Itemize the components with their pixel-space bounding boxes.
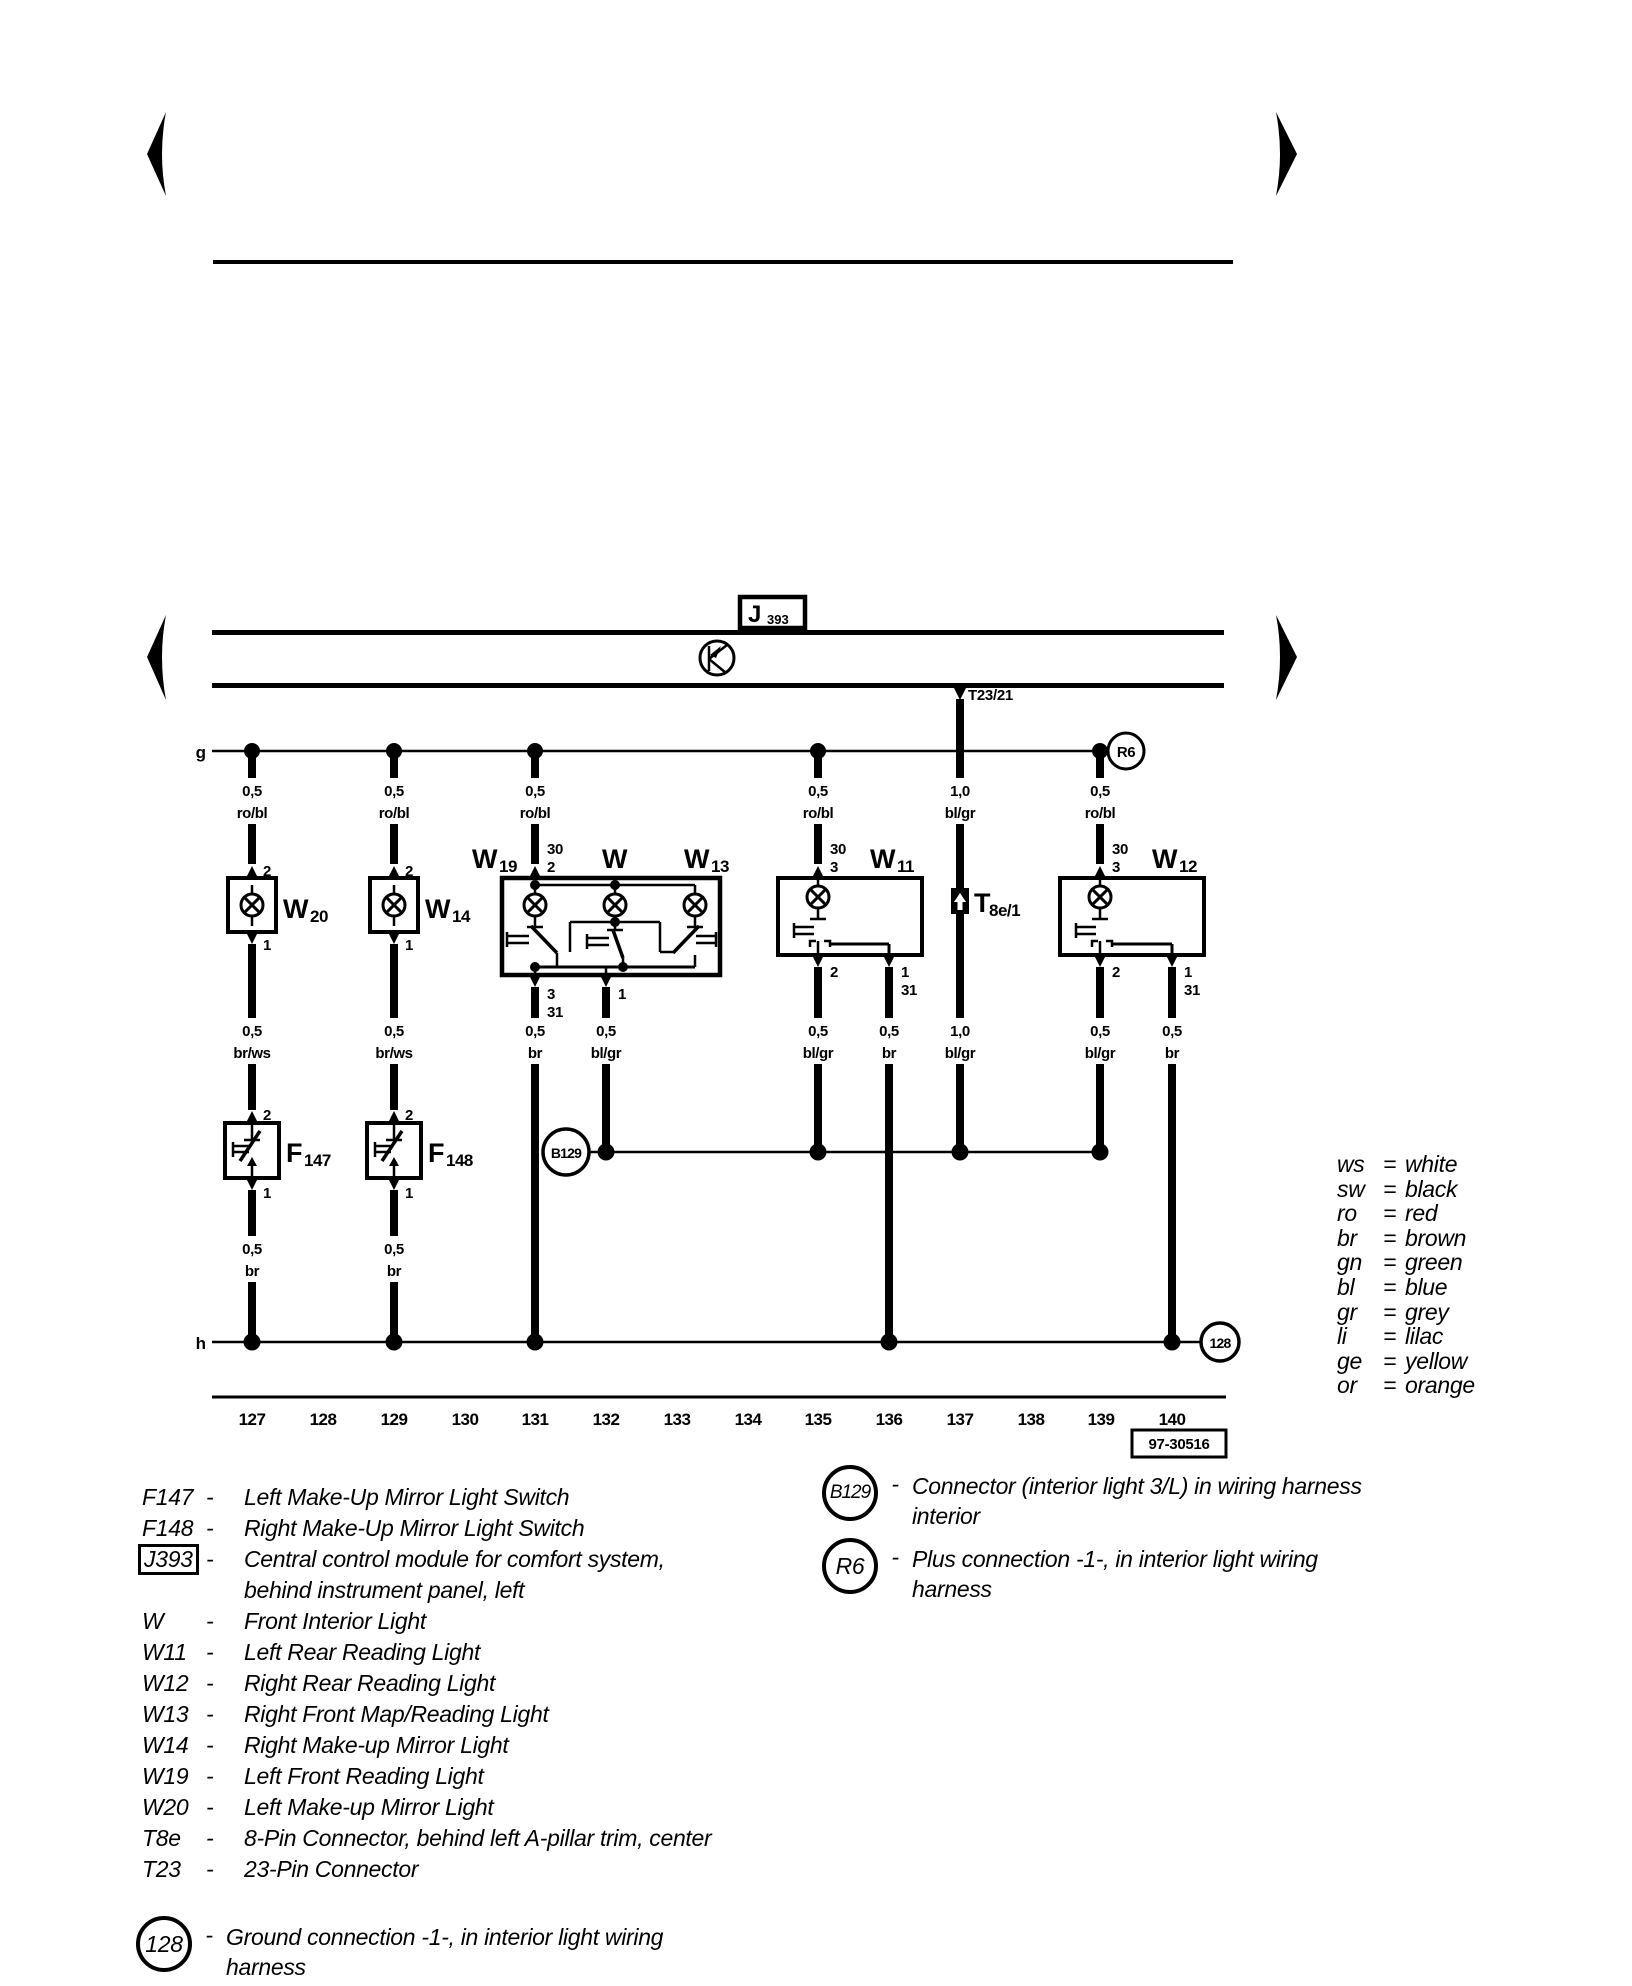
legend-dash: - — [206, 1515, 214, 1541]
wire-color: bl/gr — [944, 1045, 976, 1062]
arrow-down-icon — [246, 932, 258, 944]
r6-circle: R6 — [822, 1538, 878, 1594]
wire-size: 0,5 — [525, 1023, 545, 1040]
equals-sign: = — [1383, 1323, 1397, 1350]
wire-color: bl/gr — [802, 1045, 834, 1062]
color-name: black — [1405, 1175, 1458, 1202]
wire-color: ro/bl — [1084, 805, 1116, 822]
t23-pin-label: T23/21 — [968, 687, 1013, 704]
legend-desc: Right Make-up Mirror Light — [244, 1732, 509, 1758]
color-name: green — [1405, 1249, 1463, 1276]
arrow-down-icon — [1094, 955, 1106, 967]
component-label: W — [1152, 844, 1177, 874]
legend-row-j393 — [142, 1544, 802, 1606]
equals-sign: = — [1383, 1224, 1397, 1251]
track-number: 135 — [804, 1410, 832, 1429]
pin-label: 2 — [547, 859, 555, 876]
column-131-front-light-unit — [472, 751, 729, 1342]
equals-sign: = — [1383, 1372, 1397, 1399]
component-label: W — [472, 844, 497, 874]
legend-row-ground-128 — [142, 1916, 802, 1982]
component-label: W — [283, 894, 308, 924]
wire-size: 0,5 — [525, 783, 545, 800]
color-code-row — [1337, 1300, 1475, 1325]
connector-t8e-label-sub: 8e/1 — [989, 901, 1021, 920]
component-label-sub: 12 — [1179, 857, 1197, 876]
color-code-row — [1337, 1152, 1475, 1177]
wire-size: 0,5 — [1090, 783, 1110, 800]
legend-desc — [912, 1465, 1502, 1531]
pin-label: 2 — [263, 863, 271, 880]
arrow-down-icon — [1166, 955, 1178, 967]
legend-desc — [226, 1916, 802, 1982]
arrow-down-icon — [529, 975, 541, 987]
color-code-row — [1337, 1177, 1475, 1202]
equals-sign: = — [1383, 1273, 1397, 1300]
legend-row-r6 — [822, 1538, 1502, 1604]
legend-desc: Left Rear Reading Light — [244, 1639, 481, 1665]
color-name: brown — [1405, 1224, 1467, 1251]
track-number: 132 — [592, 1410, 620, 1429]
wire-color: ro/bl — [519, 805, 551, 822]
track-number: 129 — [380, 1410, 408, 1429]
legend-desc-line: behind instrument panel, left — [244, 1577, 525, 1603]
color-name: white — [1405, 1151, 1458, 1177]
wire-size: 0,5 — [242, 783, 262, 800]
track-number: 138 — [1017, 1410, 1045, 1429]
equals-sign: = — [1383, 1175, 1397, 1202]
rail-g-label: g — [195, 743, 206, 762]
page-arrow-right-icon — [1276, 615, 1297, 700]
connector-t8e-label: T — [974, 888, 990, 918]
pin-label: 2 — [263, 1107, 271, 1124]
component-label: W — [870, 844, 895, 874]
wire-color: br — [386, 1263, 402, 1280]
track-number: 137 — [946, 1410, 974, 1429]
interior-light-symbol-icon — [700, 641, 734, 675]
wire-size: 0,5 — [384, 783, 404, 800]
pin-label: 31 — [1184, 982, 1200, 999]
color-name: grey — [1405, 1298, 1449, 1325]
legend-desc: Left Make-up Mirror Light — [244, 1794, 494, 1820]
legend-desc-line: Central control module for comfort system, — [244, 1546, 665, 1572]
legend-key: W20 — [142, 1794, 189, 1820]
track-number: 131 — [521, 1410, 549, 1429]
track-number: 139 — [1087, 1410, 1115, 1429]
reading-light-w12-box — [1060, 878, 1204, 955]
legend-dash: - — [891, 1544, 899, 1570]
legend-desc: Front Interior Light — [244, 1608, 426, 1634]
legend-dash: - — [206, 1639, 214, 1665]
legend-key: W11 — [142, 1639, 187, 1665]
legend-key: W12 — [142, 1670, 189, 1696]
legend-left-column — [142, 1482, 802, 1982]
component-label: F — [286, 1138, 302, 1168]
component-label-sub: 148 — [446, 1151, 473, 1170]
arrow-down-icon — [388, 1178, 400, 1190]
reading-light-w11-box — [778, 878, 922, 955]
pin-label: 1 — [618, 986, 626, 1003]
rail-g — [196, 733, 1144, 769]
track-number: 128 — [309, 1410, 337, 1429]
b129-label: B129 — [550, 1145, 582, 1161]
legend-key: W19 — [142, 1763, 189, 1789]
connector-t8e-icon — [951, 888, 969, 914]
pin-label: 2 — [1112, 964, 1120, 981]
legend-key — [142, 1544, 206, 1575]
legend-row-w12 — [142, 1668, 802, 1699]
legend-row-t23 — [142, 1854, 802, 1885]
legend-row-f147 — [142, 1482, 802, 1513]
legend-desc — [912, 1538, 1502, 1604]
legend-key: W13 — [142, 1701, 189, 1727]
equals-sign: = — [1383, 1151, 1397, 1177]
color-code-row — [1337, 1226, 1475, 1251]
arrow-down-icon — [812, 955, 824, 967]
module-band-j393 — [147, 597, 1297, 700]
component-label: W — [425, 894, 450, 924]
component-label-sub: 13 — [711, 857, 729, 876]
legend-dash: - — [206, 1825, 214, 1851]
wire-color: br — [244, 1263, 260, 1280]
legend-row-f148 — [142, 1513, 802, 1544]
ground-128-label: 128 — [1209, 1335, 1231, 1351]
track-number: 127 — [238, 1410, 266, 1429]
top-rule — [213, 260, 1233, 264]
legend-row-t8e — [142, 1823, 802, 1854]
b129-connector-line — [543, 1129, 1109, 1175]
pin-label: 30 — [830, 841, 846, 858]
arrow-down-icon — [600, 975, 612, 987]
pin-label: 1 — [901, 964, 909, 981]
legend-desc: Right Rear Reading Light — [244, 1670, 496, 1696]
legend-row-w13 — [142, 1699, 802, 1730]
current-track-row — [212, 1397, 1226, 1457]
wire-size: 0,5 — [879, 1023, 899, 1040]
pin-label: 1 — [263, 937, 271, 954]
component-label-sub: 19 — [499, 857, 517, 876]
color-abbr: gn — [1337, 1249, 1362, 1276]
legend-dash: - — [206, 1608, 214, 1634]
legend-desc-line: harness — [912, 1576, 992, 1602]
wire-size: 0,5 — [808, 783, 828, 800]
legend-key: W — [142, 1608, 164, 1634]
color-abbr: bl — [1337, 1273, 1355, 1300]
column-129 — [367, 751, 473, 1342]
rail-h-label: h — [195, 1334, 206, 1353]
pin-label: 3 — [830, 859, 838, 876]
legend-desc: Left Front Reading Light — [244, 1763, 484, 1789]
legend-dash: - — [206, 1732, 214, 1758]
color-abbr: ro — [1337, 1200, 1357, 1227]
legend-row-b129 — [822, 1465, 1502, 1531]
b129-circle: B129 — [822, 1465, 878, 1521]
wire-color: br/ws — [375, 1045, 413, 1062]
legend-key: T23 — [142, 1856, 181, 1882]
component-label: W — [684, 844, 709, 874]
wire-color: ro/bl — [802, 805, 834, 822]
column-139-w12 — [1060, 751, 1204, 1342]
legend-row-w — [142, 1606, 802, 1637]
wire-color: br — [1164, 1045, 1180, 1062]
wire-color: br — [527, 1045, 543, 1062]
lamp-w14 — [370, 878, 418, 932]
column-135-w11 — [778, 751, 922, 1342]
pin-label: 2 — [830, 964, 838, 981]
legend-dash: - — [206, 1794, 214, 1820]
color-name: blue — [1405, 1273, 1448, 1300]
component-label-sub: 14 — [452, 907, 470, 926]
band-line-top — [212, 630, 1224, 635]
legend-desc: Right Make-Up Mirror Light Switch — [244, 1515, 585, 1541]
legend-dash: - — [206, 1763, 214, 1789]
legend-desc: Right Front Map/Reading Light — [244, 1701, 549, 1727]
legend-dash: - — [206, 1701, 214, 1727]
legend-key: F148 — [142, 1515, 194, 1541]
pin-label: 1 — [1184, 964, 1192, 981]
page-arrow-left-icon — [147, 615, 166, 700]
component-label-sub: 147 — [304, 1151, 331, 1170]
track-number: 130 — [451, 1410, 479, 1429]
wire-size: 0,5 — [384, 1023, 404, 1040]
wire-color: ro/bl — [378, 805, 410, 822]
color-code-row — [1337, 1275, 1475, 1300]
arrow-down-icon — [246, 1178, 258, 1190]
equals-sign: = — [1383, 1298, 1397, 1325]
legend-dash: - — [206, 1546, 214, 1572]
wire-color: bl/gr — [944, 805, 976, 822]
color-code-row — [1337, 1349, 1475, 1374]
component-label: F — [428, 1138, 444, 1168]
color-name: orange — [1405, 1372, 1475, 1399]
legend-right-column — [822, 1465, 1502, 1604]
ground-128-circle: 128 — [136, 1916, 192, 1972]
pin-label: 3 — [547, 986, 555, 1003]
wire-color: ro/bl — [236, 805, 268, 822]
wire-size: 0,5 — [596, 1023, 616, 1040]
pin-label: 1 — [263, 1185, 271, 1202]
pin-label: 31 — [901, 982, 917, 999]
component-label-sub: 20 — [310, 907, 328, 926]
page-arrow-left-icon — [147, 112, 166, 196]
wire-size: 0,5 — [808, 1023, 828, 1040]
column-137-feed — [945, 687, 1020, 1152]
top-markers — [147, 112, 1297, 264]
switch-f148 — [367, 1123, 421, 1178]
color-code-row — [1337, 1250, 1475, 1275]
r6-label: R6 — [1116, 744, 1136, 761]
wire-size: 0,5 — [1090, 1023, 1110, 1040]
wire-color-code — [1337, 1152, 1475, 1398]
pin-label: 3 — [1112, 859, 1120, 876]
pin-label: 30 — [1112, 841, 1128, 858]
legend-row-w19 — [142, 1761, 802, 1792]
pin-label: 1 — [405, 1185, 413, 1202]
module-label-sub: 393 — [767, 612, 789, 627]
pin-label: 2 — [405, 863, 413, 880]
column-127 — [225, 751, 331, 1342]
color-name: yellow — [1405, 1347, 1468, 1374]
rail-h — [196, 1323, 1239, 1361]
color-name: red — [1405, 1200, 1438, 1227]
legend-dash: - — [206, 1856, 214, 1882]
legend-desc: 23-Pin Connector — [244, 1856, 419, 1882]
pin-label: 30 — [547, 841, 563, 858]
legend-key: F147 — [142, 1484, 194, 1510]
wire-size: 0,5 — [242, 1023, 262, 1040]
wire-color: bl/gr — [590, 1045, 622, 1062]
wire-size: 0,5 — [384, 1241, 404, 1258]
lamp-w20 — [228, 878, 276, 932]
wire-size: 0,5 — [1162, 1023, 1182, 1040]
component-label-sub: 11 — [897, 857, 914, 876]
component-label: W — [602, 844, 627, 874]
pin-label: 2 — [405, 1107, 413, 1124]
front-light-unit-box — [502, 878, 720, 975]
module-label-main: J — [748, 601, 762, 628]
legend-key-boxed: J393 — [138, 1544, 199, 1575]
color-name: lilac — [1405, 1323, 1444, 1350]
legend-desc: Left Make-Up Mirror Light Switch — [244, 1484, 570, 1510]
track-number: 140 — [1158, 1410, 1186, 1429]
color-code-row — [1337, 1373, 1475, 1398]
wire-size: 1,0 — [950, 1023, 970, 1040]
color-abbr: ws — [1337, 1151, 1365, 1177]
switch-f147 — [225, 1123, 279, 1178]
wire-color: br — [881, 1045, 897, 1062]
legend-key: T8e — [142, 1825, 181, 1851]
equals-sign: = — [1383, 1347, 1397, 1374]
arrow-down-icon — [883, 955, 895, 967]
wire-color: bl/gr — [1084, 1045, 1116, 1062]
legend-row-w20 — [142, 1792, 802, 1823]
color-abbr: gr — [1337, 1298, 1357, 1325]
wire-size: 0,5 — [242, 1241, 262, 1258]
legend-desc-line: Plus connection -1-, in interior light wiring — [912, 1546, 1318, 1572]
arrow-down-icon — [388, 932, 400, 944]
color-abbr: sw — [1337, 1175, 1365, 1202]
track-number: 136 — [875, 1410, 903, 1429]
equals-sign: = — [1383, 1200, 1397, 1227]
track-number: 133 — [663, 1410, 691, 1429]
color-abbr: ge — [1337, 1347, 1362, 1374]
equals-sign: = — [1383, 1249, 1397, 1276]
legend-dash: - — [206, 1670, 214, 1696]
arrow-down-icon — [954, 688, 966, 700]
pin-label: 1 — [405, 937, 413, 954]
track-number: 134 — [734, 1410, 762, 1429]
legend-desc: 8-Pin Connector, behind left A-pillar trim, center — [244, 1825, 712, 1851]
legend-dash: - — [891, 1471, 899, 1497]
legend-desc-line: Connector (interior light 3/L) in wiring harness — [912, 1473, 1362, 1499]
wire-color: br/ws — [233, 1045, 271, 1062]
legend-key: W14 — [142, 1732, 189, 1758]
drawing-number: 97-30516 — [1148, 1436, 1210, 1453]
color-abbr: or — [1337, 1372, 1357, 1399]
color-code-row — [1337, 1201, 1475, 1226]
legend-row-w11 — [142, 1637, 802, 1668]
wire-size: 1,0 — [950, 783, 970, 800]
legend-desc-line: harness — [226, 1954, 306, 1980]
legend-dash: - — [205, 1922, 213, 1948]
legend-desc-line: Ground connection -1-, in interior light wiring — [226, 1924, 664, 1950]
pin-label: 31 — [547, 1004, 563, 1021]
color-abbr: li — [1337, 1323, 1347, 1350]
band-line-bottom — [212, 683, 1224, 688]
legend-desc — [244, 1544, 802, 1606]
legend-desc-line: interior — [912, 1503, 980, 1529]
color-code-row — [1337, 1324, 1475, 1349]
color-abbr: br — [1337, 1224, 1357, 1251]
legend-dash: - — [206, 1484, 214, 1510]
page-arrow-right-icon — [1276, 112, 1297, 196]
legend-row-w14 — [142, 1730, 802, 1761]
